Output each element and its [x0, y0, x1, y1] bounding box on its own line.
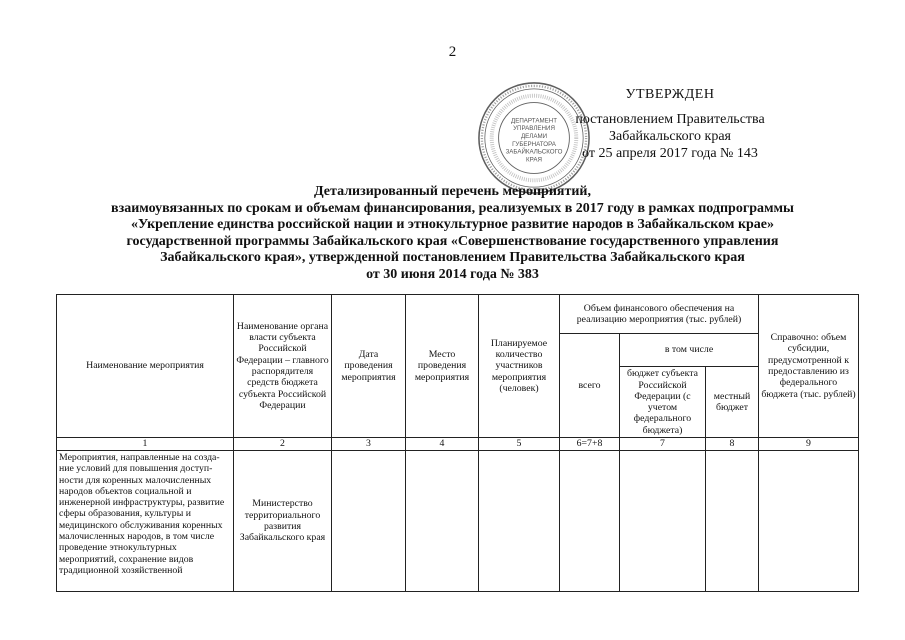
measures-table — [56, 294, 859, 592]
measure-regional-budget — [620, 451, 706, 592]
header-place: Место проведения мероприятия — [406, 295, 479, 438]
measure-name: Мероприятия, направленные на созда-ние условий для повышения доступ-ности для коренных малочисленных народов объектов социальной и инженерной инфраструктуры, развитие сферы образования, культуры и медицинского обслуживания коренных малочисленных народов, в том числе проведение этнокультурных мероприятий, сохранение видов традиционной хозяйственной — [57, 451, 234, 592]
header-participants: Планируемое количество участников мероприятия (человек) — [479, 295, 560, 438]
page-number: 2 — [448, 44, 457, 60]
approval-line: постановлением Правительства — [575, 112, 765, 127]
measure-participants — [479, 451, 560, 592]
measure-local-budget — [706, 451, 759, 592]
header-funding: Объем финансового обеспечения на реализацию мероприятия (тыс. рублей) — [560, 295, 759, 334]
document-title — [40, 184, 865, 284]
header-name: Наименование мероприятия — [57, 295, 234, 438]
approval-block — [560, 86, 780, 162]
table-row — [57, 451, 859, 592]
svg-text:КРАЯ: КРАЯ — [526, 156, 542, 164]
header-org: Наименование органа власти субъекта Российской Федерации – главного распорядителя средств бюджета субъекта Российской Федерации — [234, 295, 332, 438]
column-number: 5 — [479, 438, 560, 451]
svg-text:УПРАВЛЕНИЯ: УПРАВЛЕНИЯ — [513, 125, 555, 133]
column-number: 2 — [234, 438, 332, 451]
title-line: государственной программы Забайкальского края «Совершенствование государственного управления — [126, 233, 779, 249]
header-including: в том числе — [620, 334, 759, 367]
title-line: Детализированный перечень мероприятий, — [314, 184, 591, 199]
measure-place — [406, 451, 479, 592]
measure-total — [560, 451, 620, 592]
measure-reference — [759, 451, 859, 592]
column-number: 6=7+8 — [560, 438, 620, 451]
column-number: 8 — [706, 438, 759, 451]
title-line: «Укрепление единства российской нации и этнокультурное развитие народов в Забайкальском крае» — [130, 217, 775, 233]
column-number: 7 — [620, 438, 706, 451]
measure-org: Министерство территориального развития Забайкальского края — [234, 451, 332, 592]
title-line: взаимоувязанных по срокам и объемам финансирования, реализуемых в 2017 году в рамках подпрограммы — [111, 200, 794, 216]
header-total: всего — [560, 334, 620, 438]
title-line: Забайкальского края», утвержденной постановлением Правительства Забайкальского края — [160, 250, 745, 266]
measure-date — [332, 451, 406, 592]
column-number: 4 — [406, 438, 479, 451]
header-local-budget: местный бюджет — [706, 367, 759, 438]
column-number: 3 — [332, 438, 406, 451]
approved-heading: УТВЕРЖДЕН — [625, 87, 715, 102]
approval-line: Забайкальского края — [608, 129, 731, 144]
svg-text:ЗАБАЙКАЛЬСКОГО: ЗАБАЙКАЛЬСКОГО — [505, 148, 563, 156]
approval-date: от 25 апреля 2017 года № 143 — [582, 146, 758, 161]
stamp-text — [506, 117, 563, 163]
column-number: 9 — [759, 438, 859, 451]
column-number-row — [57, 438, 859, 451]
svg-text:ГУБЕРНАТОРА: ГУБЕРНАТОРА — [512, 140, 556, 148]
header-reference: Справочно: объем субсидии, предусмотренной к предоставлению из федерального бюджета (тыс. рублей) — [759, 295, 859, 438]
header-regional-budget: бюджет субъекта Российской Федерации (с учетом федерального бюджета) — [620, 367, 706, 438]
header-date: Дата проведения мероприятия — [332, 295, 406, 438]
svg-text:ДЕЛАМИ: ДЕЛАМИ — [520, 133, 548, 140]
title-line: от 30 июня 2014 года № 383 — [366, 266, 539, 282]
svg-text:ДЕПАРТАМЕНТ: ДЕПАРТАМЕНТ — [511, 117, 557, 125]
column-number: 1 — [57, 438, 234, 451]
